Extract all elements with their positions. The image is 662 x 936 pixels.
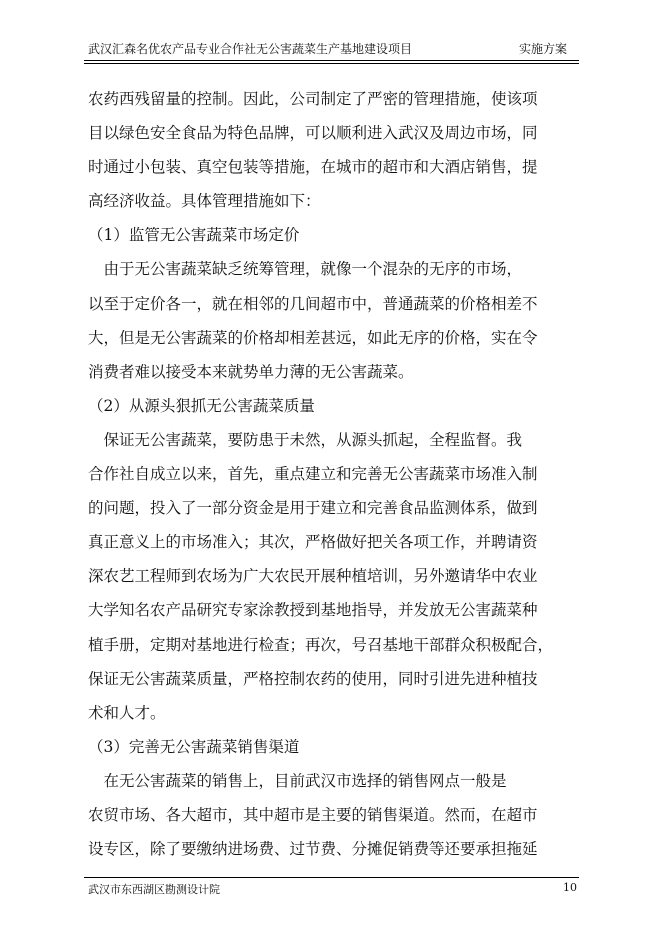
footer-divider	[84, 877, 579, 878]
text-line: 农贸市场、各大超市，其中超市是主要的销售渠道。然而，在超市	[88, 805, 538, 824]
page-number: 10	[563, 881, 577, 894]
text-line: （3）完善无公害蔬菜销售渠道	[88, 737, 300, 756]
text-line: 合作社自成立以来，首先，重点建立和完善无公害蔬菜市场准入制	[88, 465, 538, 484]
text-line: 在无公害蔬菜的销售上，目前武汉市选择的销售网点一般是	[88, 771, 507, 790]
footer-organization: 武汉市东西湖区勘测设计院	[88, 883, 220, 896]
text-line: 深农艺工程师到农场为广大农民开展种植培训，另外邀请华中农业	[88, 567, 538, 586]
text-line: （1）监管无公害蔬菜市场定价	[88, 226, 300, 245]
header-divider	[84, 60, 579, 61]
text-line: 由于无公害蔬菜缺乏统筹管理，就像一个混杂的无序的市场，	[88, 260, 523, 279]
page-header	[88, 40, 579, 60]
text-line: 的问题，投入了一部分资金是用于建立和完善食品监测体系，做到	[88, 499, 538, 518]
text-line: 术和人才。	[88, 703, 166, 722]
text-line: 大学知名农产品研究专家涂教授到基地指导，并发放无公害蔬菜种	[88, 601, 538, 620]
text-line: 消费者难以接受本来就势单力薄的无公害蔬菜。	[88, 362, 414, 381]
text-line: 保证无公害蔬菜，要防患于未然，从源头抓起，全程监督。我	[88, 430, 523, 449]
text-line: 设专区，除了要缴纳进场费、过节费、分摊促销费等还要承担拖延	[88, 840, 538, 859]
header-title: 武汉汇森名优农产品专业合作社无公害蔬菜生产基地建设项目	[88, 42, 413, 56]
header-section: 实施方案	[518, 42, 567, 56]
text-line: 以至于定价各一，就在相邻的几间超市中，普通蔬菜的价格相差不	[88, 294, 538, 313]
text-line: 保证无公害蔬菜质量，严格控制农药的使用，同时引进先进种植技	[88, 669, 538, 688]
text-line: 植手册，定期对基地进行检查；再次，号召基地干部群众积极配合，	[88, 635, 554, 654]
header-divider-secondary	[84, 63, 579, 64]
text-line: 时通过小包装、真空包装等措施，在城市的超市和大酒店销售，提	[88, 158, 538, 177]
text-line: 农药西残留量的控制。因此，公司制定了严密的管理措施，使该项	[88, 90, 538, 108]
document-body	[88, 82, 579, 866]
text-line: 高经济收益。具体管理措施如下：	[88, 192, 321, 211]
text-line: 目以绿色安全食品为特色品牌，可以顺利进入武汉及周边市场，同	[88, 124, 538, 143]
text-line: 大，但是无公害蔬菜的价格却相差甚远，如此无序的价格，实在令	[88, 328, 538, 347]
text-line: 真正意义上的市场准入；其次，严格做好把关各项工作，并聘请资	[88, 533, 538, 552]
text-line: （2）从源头狠抓无公害蔬菜质量	[88, 396, 315, 415]
